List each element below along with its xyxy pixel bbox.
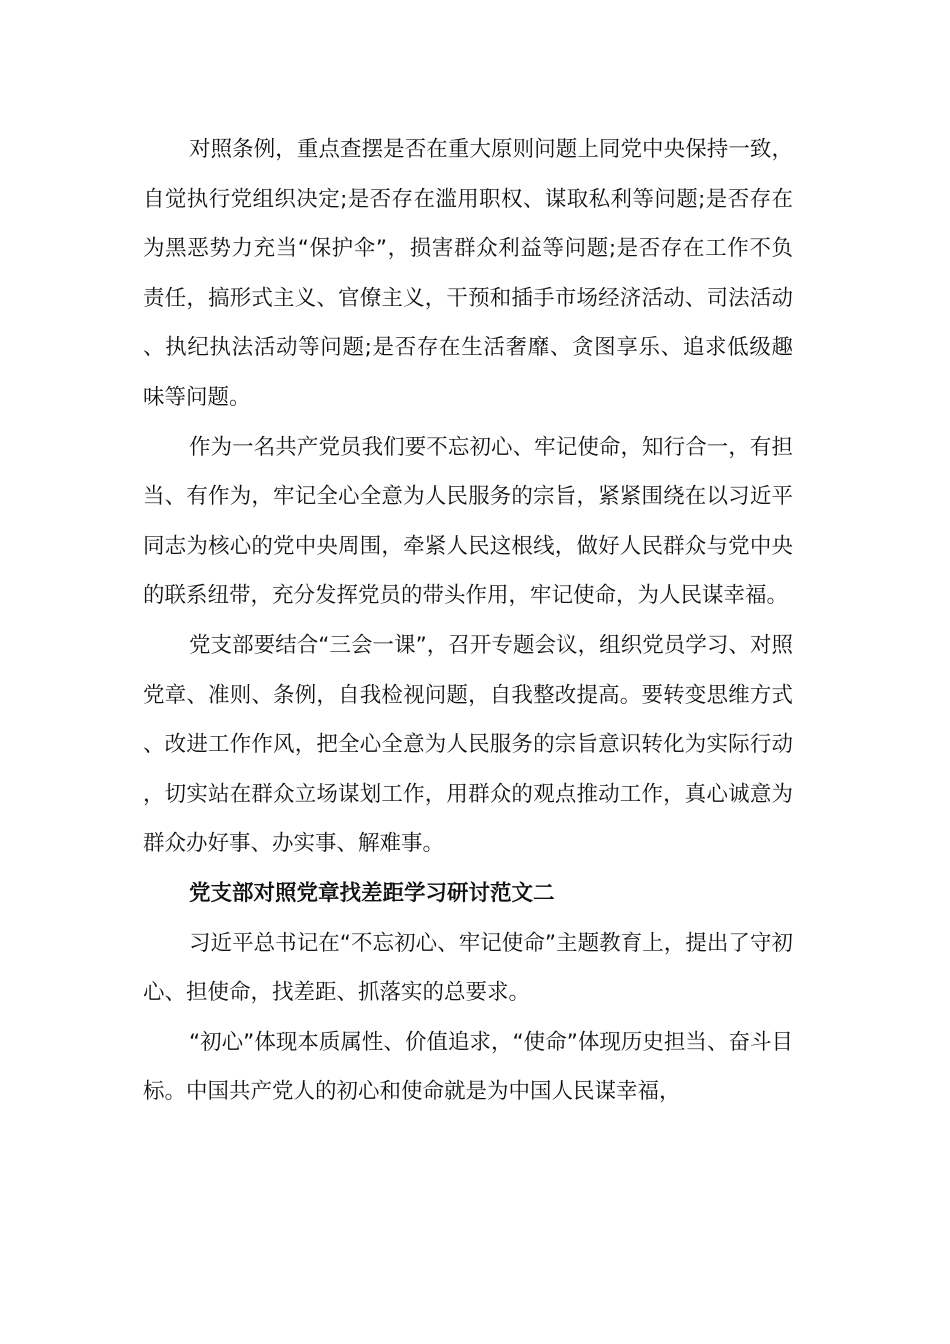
paragraph-party-member-duty: 作为一名共产党员我们要不忘初心、牢记使命，知行合一，有担当、有作为，牢记全心全意为人民服务的宗旨，紧紧围绕在以习近平同志为核心的党中央周围，牵紧人民这根线，做好人民群众与党中央的联系纽带，充分发挥党员的带头作用，牢记使命，为人民谋幸福。 (143, 434, 793, 609)
document-body (143, 125, 793, 1117)
paragraph-branch-actions: 党支部要结合“三会一课”，召开专题会议，组织党员学习、对照党章、准则、条例，自我检视问题，自我整改提高。要转变思维方式、改进工作作风，把全心全意为人民服务的宗旨意识转化为实际行动，切实站在群众立场谋划工作，用群众的观点推动工作，真心诚意为群众办好事、办实事、解难事。 (143, 632, 793, 857)
paragraph-review-items: 对照条例，重点查摆是否在重大原则问题上同党中央保持一致，自觉执行党组织决定;是否存在滥用职权、谋取私利等问题;是否存在为黑恶势力充当“保护伞”，损害群众利益等问题;是否存在工作不负责任，搞形式主义、官僚主义，干预和插手市场经济活动、司法活动、执纪执法活动等问题;是否存在生活奢靡、贪图享乐、追求低级趣味等问题。 (143, 137, 793, 410)
section-heading: 党支部对照党章找差距学习研讨范文二 (189, 880, 555, 906)
paragraph-general-requirements: 习近平总书记在“不忘初心、牢记使命”主题教育上，提出了守初心、担使命，找差距、抓落实的总要求。 (143, 930, 793, 1006)
paragraph-original-aspiration: “初心”体现本质属性、价值追求，“使命”体现历史担当、奋斗目标。中国共产党人的初心和使命就是为中国人民谋幸福， (143, 1029, 793, 1105)
